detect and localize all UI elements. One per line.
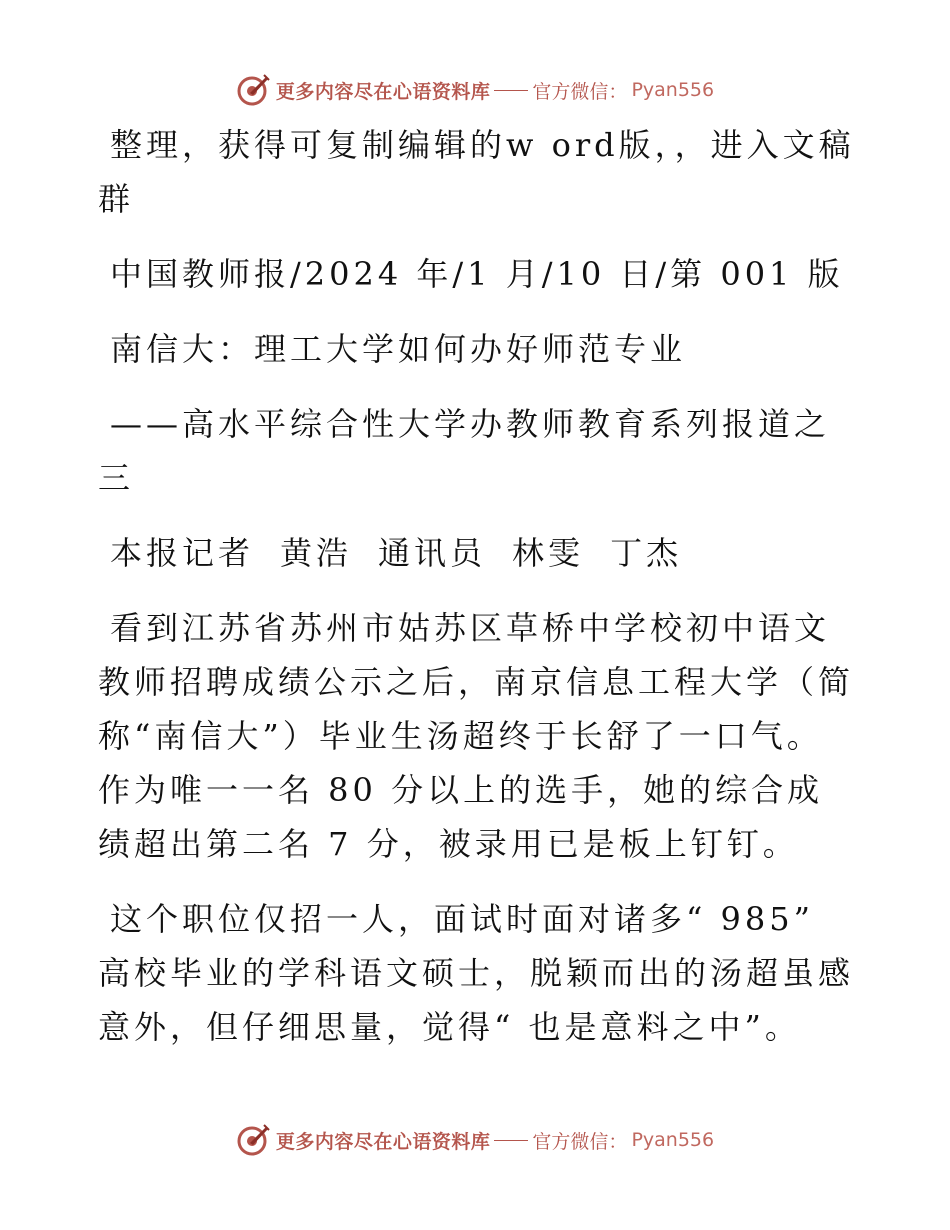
paragraph: 这个职位仅招一人，面试时面对诸多“ 985” 高校毕业的学科语文硕士，脱颖而出的汤超虽感意外，但仔细思量，觉得“ 也是意料之中”。 bbox=[98, 900, 855, 1046]
banner-divider bbox=[494, 1140, 528, 1141]
intro-note: 整理，获得可复制编辑的w ord版，，进入文稿群 bbox=[98, 126, 855, 218]
article-subtitle: ——高水平综合性大学办教师教育系列报道之三 bbox=[98, 405, 831, 497]
reporter-label: 本报记者 bbox=[110, 534, 255, 572]
banner-divider bbox=[494, 90, 528, 91]
wechat-id: Pyan556 bbox=[631, 1129, 715, 1151]
pen-logo-icon bbox=[236, 73, 270, 107]
banner-text: 更多内容尽在心语资料库 bbox=[275, 80, 491, 103]
header-banner bbox=[0, 70, 950, 110]
footer-banner bbox=[0, 1120, 950, 1160]
wechat-label: 官方微信： bbox=[532, 80, 628, 103]
correspondent-label: 通讯员 bbox=[378, 534, 487, 572]
reporter-name: 黄浩 bbox=[280, 534, 353, 572]
article-title: 南信大：理工大学如何办好师范专业 bbox=[110, 330, 687, 368]
correspondent-name: 丁杰 bbox=[610, 534, 683, 572]
source-line: 中国教师报/2024 年/1 月/10 日/第 001 版 bbox=[110, 255, 844, 293]
correspondent-name: 林雯 bbox=[512, 534, 585, 572]
wechat-label: 官方微信： bbox=[532, 1130, 628, 1153]
wechat-id: Pyan556 bbox=[631, 79, 715, 101]
article-body bbox=[98, 118, 858, 1075]
pen-logo-icon bbox=[236, 1123, 270, 1157]
paragraph: 看到江苏省苏州市姑苏区草桥中学校初中语文教师招聘成绩公示之后，南京信息工程大学（简称“南信大”）毕业生汤超终于长舒了一口气。作为唯一一名 80 分以上的选手，她的综合成绩超出第二名 7 分，被录用已是板上钉钉。 bbox=[98, 609, 855, 863]
byline bbox=[98, 526, 858, 580]
banner-text: 更多内容尽在心语资料库 bbox=[275, 1130, 491, 1153]
